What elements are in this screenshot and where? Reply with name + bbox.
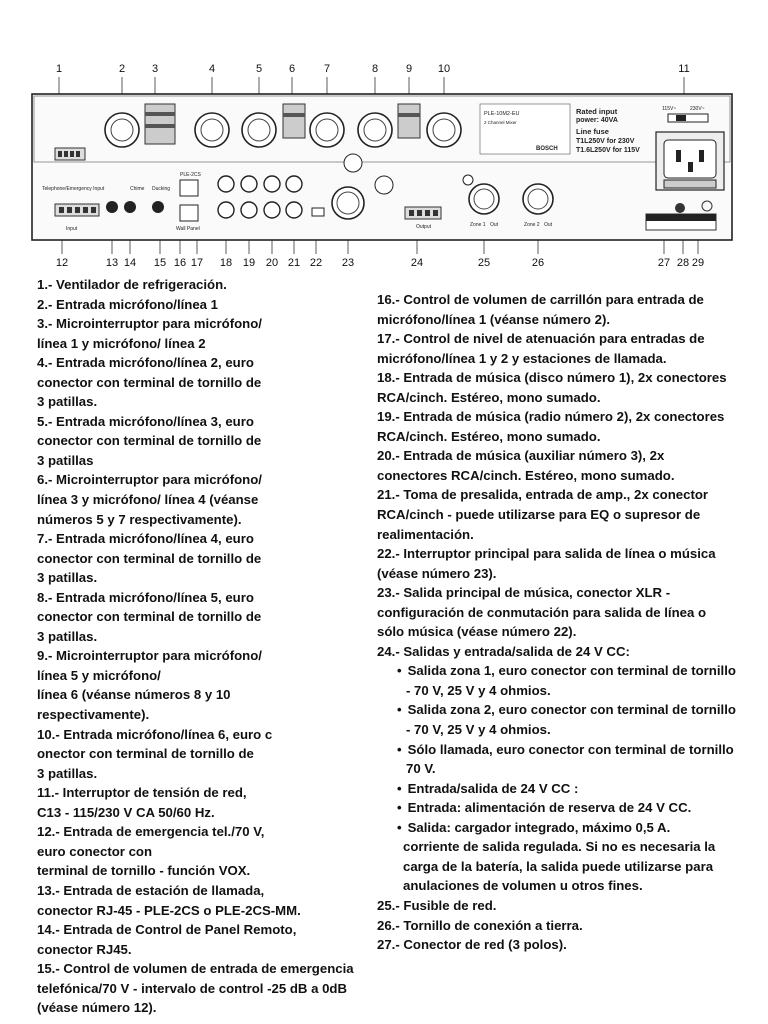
v230-label: 230V~	[690, 106, 705, 112]
legend-right-line: configuración de conmutación para salida de línea o	[377, 604, 707, 620]
legend-left-line: onector con terminal de tornillo de	[37, 746, 254, 762]
legend-left-line: línea 6 (véanse números 8 y 10	[37, 687, 231, 703]
legend-right-line: 23.- Salida principal de música, conector XLR -	[377, 585, 671, 601]
legend-bullet-item: anulaciones de volumen u otros fines.	[403, 878, 643, 894]
power-label: power: 40VA	[576, 117, 618, 124]
legend-bullet-item: • Salida zona 2, euro conector con terminal de tornillo	[377, 700, 762, 720]
legend-right-line: RCA/cinch. Estéreo, mono sumado.	[377, 389, 601, 405]
legend-right-line: 25.- Fusible de red.	[377, 897, 497, 913]
legend-right-line: 27.- Conector de red (3 polos).	[377, 937, 567, 953]
legend-left-line: 13.- Entrada de estación de llamada,	[37, 882, 265, 898]
rca-4-r	[286, 202, 302, 218]
xlr-mini-connector	[375, 176, 393, 194]
legend-left-line: respectivamente).	[37, 707, 150, 723]
legend-right-line: conectores RCA/cinch. Estéreo, mono sumado.	[377, 467, 675, 483]
callout-23: 23	[341, 257, 355, 269]
callout-29: 29	[691, 257, 705, 269]
callout-numbers-bottom	[56, 257, 704, 269]
legend-right-line: 26.- Tornillo de conexión a tierra.	[377, 917, 583, 933]
callout-8: 8	[371, 63, 379, 75]
callout-9: 9	[405, 63, 413, 75]
callout-25: 25	[477, 257, 491, 269]
legend-bullet-item: carga de la batería, la salida puede utilizarse para	[403, 858, 714, 874]
xlr-input-6	[427, 113, 461, 147]
legend-left-line: 15.- Control de volumen de entrada de emergencia	[37, 961, 354, 977]
callout-27: 27	[657, 257, 671, 269]
legend-left-line: 1.- Ventilador de refrigeración.	[37, 277, 227, 292]
callout-12: 12	[55, 257, 69, 269]
legend-right-line: 20.- Entrada de música (auxiliar número 3), 2x	[377, 448, 665, 464]
callout-13: 13	[105, 257, 119, 269]
chime-label: Chime	[130, 186, 145, 192]
legend-left-line: 2.- Entrada micrófono/línea 1	[37, 296, 218, 312]
telephone-label: Telephone/Emergency Input	[42, 186, 105, 192]
legend-right-line: RCA/cinch - puede utilizarse para EQ o supresor de	[377, 507, 701, 523]
chime-knob	[124, 201, 136, 213]
legend-left-column	[37, 275, 377, 1018]
callout-16: 16	[173, 257, 187, 269]
legend-left-line: 3 patillas.	[37, 628, 98, 644]
legend-left-line: números 5 y 7 respectivamente).	[37, 511, 242, 527]
output-label: Output	[416, 224, 432, 230]
callout-26: 26	[531, 257, 545, 269]
warning-label: Warning	[650, 216, 669, 222]
legend-left-line: 12.- Entrada de emergencia tel./70 V,	[37, 824, 265, 840]
legend-left-line: conector con terminal de tornillo de	[37, 433, 262, 449]
legend-left-line: 10.- Entrada micrófono/línea 6, euro c	[37, 726, 273, 742]
legend-left-line: (véase número 12).	[37, 1000, 157, 1016]
tel-volume-knob	[106, 201, 118, 213]
legend-left-line: terminal de tornillo - función VOX.	[37, 863, 251, 879]
callout-numbers-top	[56, 63, 690, 75]
legend-right-line: 18.- Entrada de música (disco número 1), 2x conectores	[377, 370, 727, 386]
legend-left-line: 9.- Microinterruptor para micrófono/	[37, 648, 262, 664]
callout-17: 17	[190, 257, 204, 269]
callout-18: 18	[219, 257, 233, 269]
legend-left-line: telefónica/70 V - intervalo de control -25 dB a 0dB	[37, 980, 347, 996]
power-inlet	[656, 132, 724, 190]
ducking-label: Ducking	[152, 186, 171, 192]
legend-right-line: 24.- Salidas y entrada/salida de 24 V CC:	[377, 643, 630, 659]
legend-bullet-item: • Entrada: alimentación de reserva de 24 V CC.	[377, 798, 762, 818]
ground-screw	[675, 203, 685, 213]
rca-1-l	[218, 176, 234, 192]
legend-bullet-item: - 70 V, 25 V y 4 ohmios.	[406, 682, 551, 698]
zone1-out-label: Out	[490, 222, 499, 228]
legend-left-line: 5.- Entrada micrófono/línea 3, euro	[37, 413, 254, 429]
legend-left-line: 3 patillas.	[37, 570, 98, 586]
fuse-230-label: T1L250V for 230V	[576, 138, 635, 145]
legend-left-line: 4.- Entrada micrófono/línea 2, euro	[37, 355, 254, 371]
brand-label: BOSCH	[536, 146, 558, 152]
legend-left-line: conector RJ45.	[37, 941, 132, 957]
xlr-input-5	[358, 113, 392, 147]
legend-left-line: 6.- Microinterruptor para micrófono/	[37, 472, 262, 488]
rated-input-label: Rated input	[576, 107, 618, 116]
rca-3-l	[264, 176, 280, 192]
ducking-knob	[152, 201, 164, 213]
euro-terminal-block	[55, 148, 85, 160]
legend-left-line: C13 - 115/230 V CA 50/60 Hz.	[37, 804, 215, 820]
legend-right-line: RCA/cinch. Estéreo, mono sumado.	[377, 428, 601, 444]
xlr-input-4	[310, 113, 344, 147]
callout-24: 24	[410, 257, 424, 269]
mixer-label: 2 Channel Mixer	[484, 120, 517, 125]
rca-1-r	[218, 202, 234, 218]
legend-right-line: micrófono/línea 1 y 2 y estaciones de llamada.	[377, 350, 667, 366]
rca-2-r	[241, 202, 257, 218]
rca-2-l	[241, 176, 257, 192]
legend-right-line: (véase número 23).	[377, 565, 497, 581]
callout-14: 14	[123, 257, 137, 269]
callout-4: 4	[208, 63, 216, 75]
xlr-input-3	[242, 113, 276, 147]
legend-bullet-item: • Salida: cargador integrado, máximo 0,5 A.	[377, 818, 762, 838]
dip-switch-1-2	[145, 104, 175, 144]
dip-switch-3-4	[283, 104, 305, 138]
callout-11: 11	[678, 63, 690, 75]
legend-left-line: 14.- Entrada de Control de Panel Remoto,	[37, 922, 297, 938]
legend-left-line: conector con terminal de tornillo de	[37, 374, 262, 390]
callout-22: 22	[309, 257, 323, 269]
telephone-terminal	[55, 204, 99, 216]
ple2cs-label: PLE-2CS	[180, 172, 201, 178]
legend-left-line: euro conector con	[37, 843, 153, 859]
legend-left-line: 8.- Entrada micrófono/línea 5, euro	[37, 589, 254, 605]
callout-28: 28	[676, 257, 690, 269]
callout-2: 2	[118, 63, 126, 75]
rca-3-r	[264, 202, 280, 218]
legend-left-line: 11.- Interruptor de tensión de red,	[37, 785, 247, 801]
callout-20: 20	[265, 257, 279, 269]
zone2-label: Zone 2	[524, 222, 540, 228]
zone1-label: Zone 1	[470, 222, 486, 228]
callout-19: 19	[242, 257, 256, 269]
rj45-callstation	[180, 180, 198, 196]
legend-right-line: micrófono/línea 1 (véanse número 2).	[377, 311, 611, 327]
callout-3: 3	[151, 63, 159, 75]
fuse-holder	[463, 175, 473, 185]
callout-6: 6	[288, 63, 296, 75]
callout-1: 1	[55, 63, 63, 75]
legend-left-line: 3.- Microinterruptor para micrófono/	[37, 316, 262, 332]
legend-right-line: 22.- Interruptor principal para salida de línea o música	[377, 546, 716, 562]
legend-right-line: 16.- Control de volumen de carrillón para entrada de	[377, 292, 704, 307]
legend-bullet-item: - 70 V, 25 V y 4 ohmios.	[406, 722, 551, 738]
xlr-input-2	[195, 113, 229, 147]
legend-left-line: 3 patillas.	[37, 765, 98, 781]
wallpanel-label: Wall Panel	[176, 226, 200, 232]
callout-21: 21	[287, 257, 301, 269]
legend-left-line: conector con terminal de tornillo de	[37, 550, 262, 566]
legend-right-line: 21.- Toma de presalida, entrada de amp., 2x conector	[377, 487, 709, 503]
zone2-out-label: Out	[544, 222, 553, 228]
dip-switch-5-6	[398, 104, 420, 138]
callout-5: 5	[255, 63, 263, 75]
legend-bullet-item: • Salida zona 1, euro conector con terminal de tornillo	[377, 661, 762, 681]
legend-left-line: 3 patillas	[37, 452, 94, 468]
xlr-input-1	[105, 113, 139, 147]
rating-label	[480, 104, 570, 154]
legend-right-line: sólo música (véase número 22).	[377, 624, 577, 640]
legend-left-line: línea 1 y micrófono/ línea 2	[37, 335, 206, 351]
legend-left-line: línea 5 y micrófono/	[37, 667, 161, 683]
fuse-115-label: T1.6L250V for 115V	[576, 147, 640, 154]
rear-panel-diagram	[0, 0, 768, 272]
legend-left-line: línea 3 y micrófono/ línea 4 (véanse	[37, 492, 259, 508]
rca-4-l	[286, 176, 302, 192]
legend-right-line: 19.- Entrada de música (radio número 2), 2x conectores	[377, 409, 725, 425]
v115-label: 115V~	[662, 106, 677, 112]
legend-left-line: conector con terminal de tornillo de	[37, 609, 262, 625]
legend-right-line: 17.- Control de nivel de atenuación para entradas de	[377, 331, 705, 347]
legend-left-line: 7.- Entrada micrófono/línea 4, euro	[37, 531, 254, 547]
xlr-small-connector	[344, 154, 362, 172]
legend-bullet-item: corriente de salida regulada. Si no es necesaria la	[403, 839, 716, 855]
legend-right-column	[377, 290, 762, 955]
legend-bullet-item: • Sólo llamada, euro conector con terminal de tornillo	[377, 740, 762, 760]
line-fuse-label: Line fuse	[576, 127, 609, 136]
legend-left-line: conector RJ-45 - PLE-2CS o PLE-2CS-MM.	[37, 902, 301, 918]
legend-bullet-item: 70 V.	[406, 761, 436, 777]
legend-right-line: realimentación.	[377, 526, 474, 542]
model-label: PLE-10M2-EU	[484, 111, 520, 117]
output-terminal	[405, 207, 441, 219]
legend-bullet-item: • Entrada/salida de 24 V CC :	[377, 779, 762, 799]
rj45-wallpanel	[180, 205, 198, 221]
legend-left-line: 3 patillas.	[37, 394, 98, 410]
callout-15: 15	[153, 257, 167, 269]
line-music-switch	[312, 208, 324, 216]
input-label: Input	[66, 226, 78, 232]
callout-7: 7	[323, 63, 331, 75]
callout-10: 10	[437, 63, 451, 75]
